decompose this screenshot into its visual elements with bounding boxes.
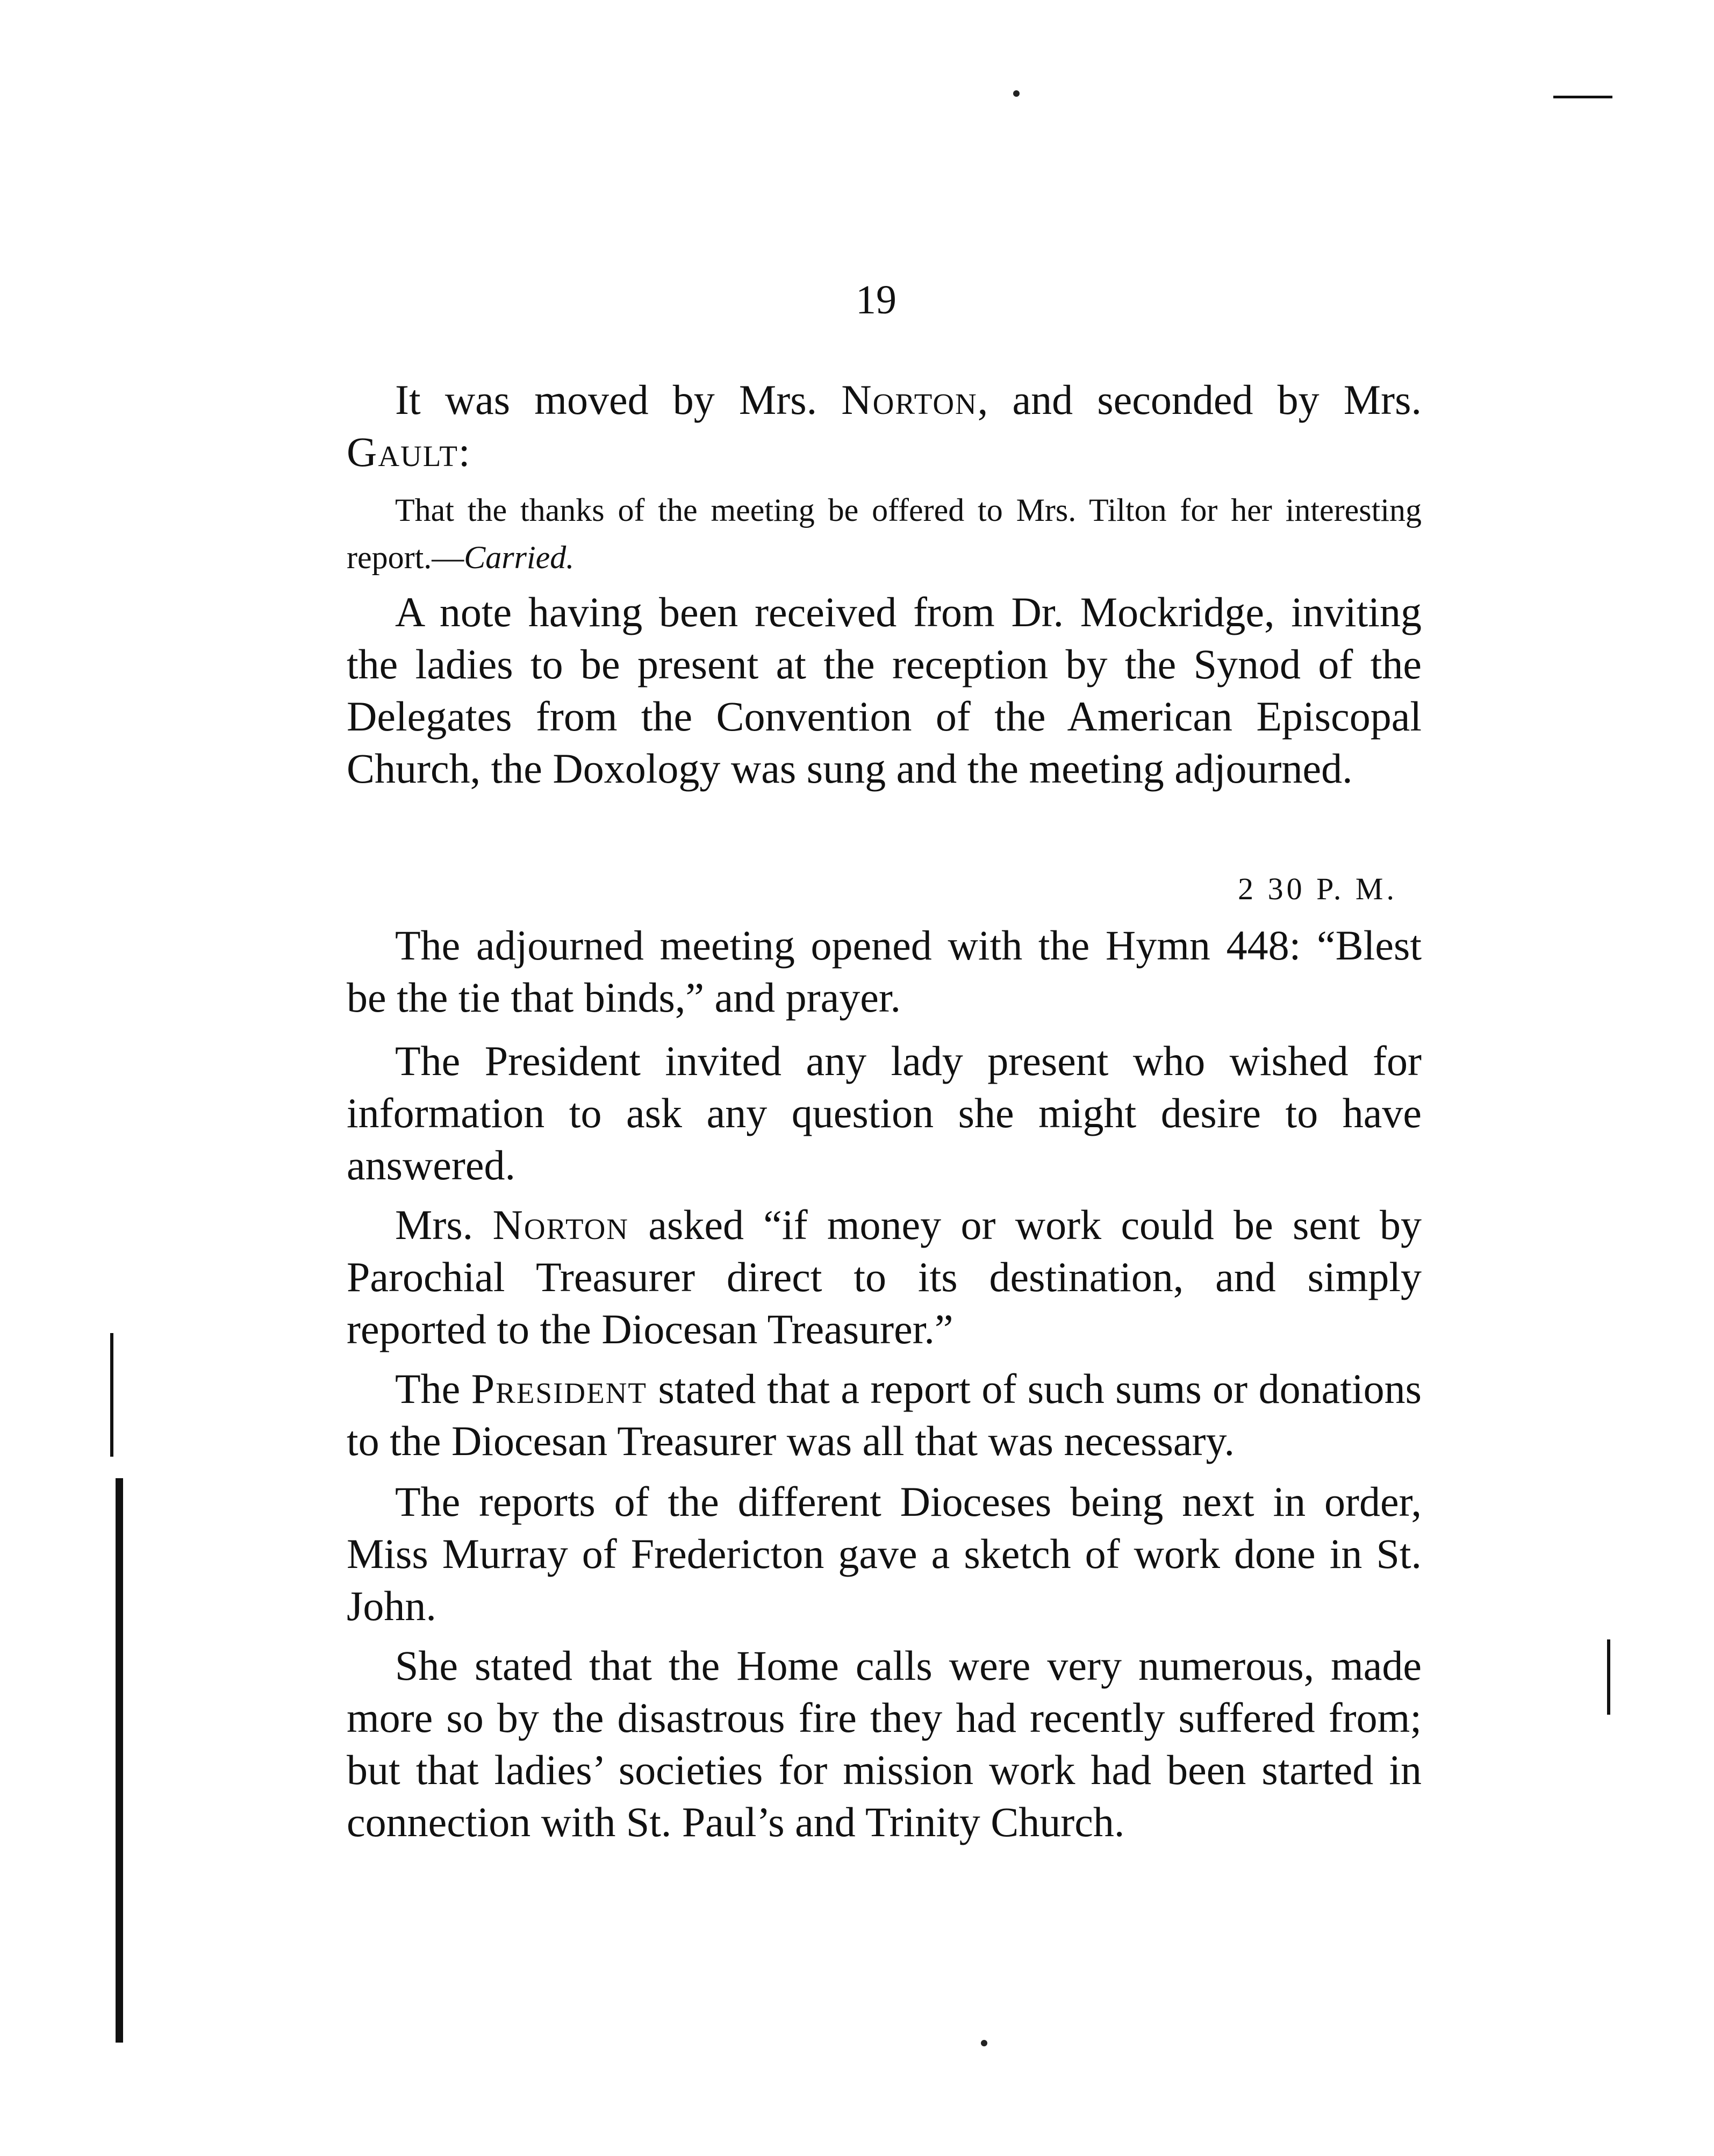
page-number: 19 [856,277,897,323]
home-calls-paragraph: She stated that the Home calls were very numerous, made more so by the disastrous fire they had recently suffered from; but that ladies’ societies for mission work had been started in connection with St. Paul’s and Trinity Church. [347,1642,1422,1845]
norton-name: Norton [492,1201,629,1248]
resolution-text [347,486,1422,581]
top-right-scan-mark [1553,96,1612,98]
diocese-reports-paragraph: The reports of the different Dioceses being next in order, Miss Murray of Fredericton gave a sketch of work done in St. John. [347,1478,1422,1629]
president-statement-body: stated that a report of such sums or donations to the Diocesan Treasurer was all that was necessary. [347,1365,1422,1464]
right-margin-scan-line [1607,1639,1610,1715]
adjourned-meeting-paragraph: The adjourned meeting opened with the Hymn 448: “Blest be the tie that binds,” and prayer. [347,922,1422,1021]
motion-text-mid: , and seconded by Mrs. [977,376,1422,423]
bottom-scan-dot [981,2040,987,2046]
resolution-carried: Carried. [464,540,575,575]
president-statement-start: The [395,1365,471,1412]
seconder-name: Gault [347,428,458,475]
mockridge-note-paragraph: A note having been received from Dr. Mockridge, inviting the ladies to be present at the reception by the Synod of the Delegates from the Convention of the American Episcopal Church, the Doxology was sung and the meeting adjourned. [347,589,1422,792]
top-scan-dot [1013,90,1020,97]
norton-question-paragraph [347,1199,1422,1355]
motion-text-start: It was moved by Mrs. [395,376,842,423]
norton-question-start: Mrs. [395,1201,493,1248]
mover-name: Norton [841,376,978,423]
left-margin-scan-line [116,1478,123,2043]
motion-text-end: : [458,428,470,475]
session-time-heading: 2 30 P. M. [1238,871,1397,906]
resolution-body: That the thanks of the meeting be offered to Mrs. Tilton for her interesting report.— [347,492,1422,575]
norton-question-body: asked “if money or work could be sent by Parochial Treasurer direct to its destination, and simply reported to the Diocesan Treasurer.” [347,1201,1422,1352]
president-statement-paragraph [347,1363,1422,1467]
motion-paragraph [347,374,1422,478]
president-name: President [471,1365,647,1412]
left-margin-scan-line-upper [110,1333,113,1457]
president-invitation-paragraph: The President invited any lady present who wished for information to ask any question she might desire to have answered. [347,1037,1422,1188]
